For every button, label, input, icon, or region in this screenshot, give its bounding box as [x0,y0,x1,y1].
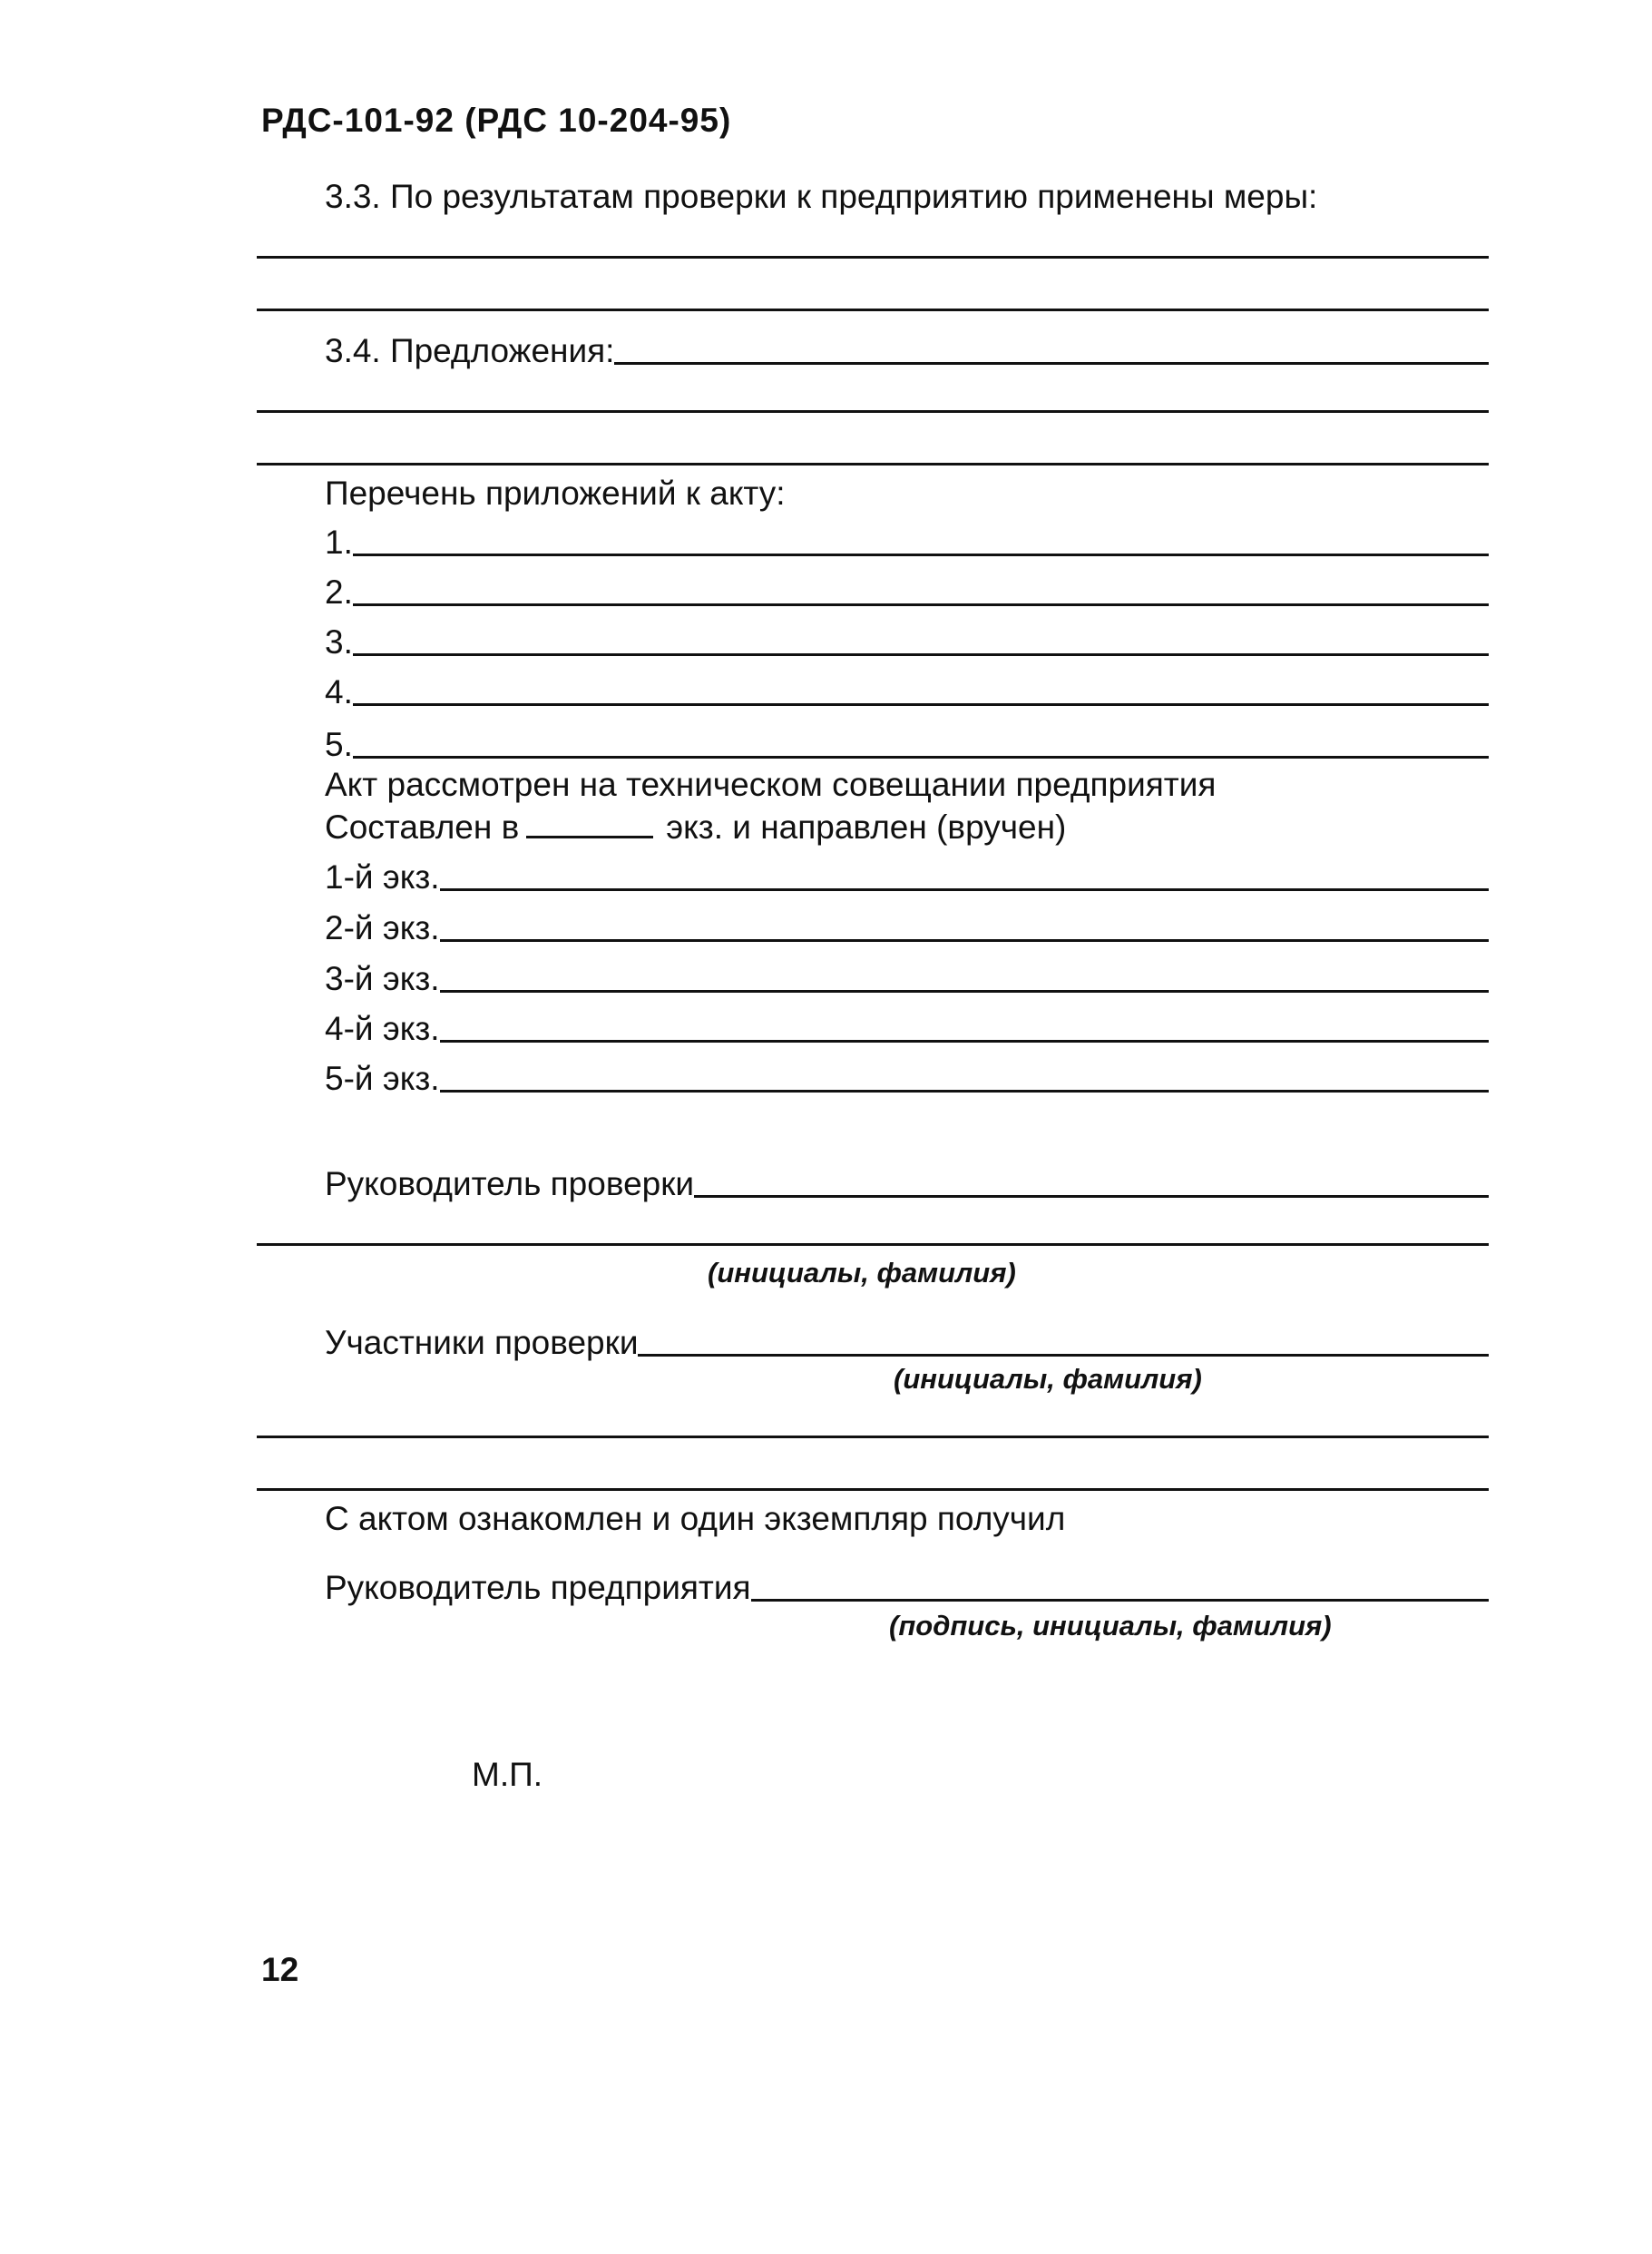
section-3-4-input-line[interactable] [614,362,1489,365]
participants-label: Участники проверки [325,1324,639,1361]
participants-note: (инициалы, фамилия) [894,1363,1202,1395]
section-3-4-line-3 [257,463,1489,466]
appendix-item [325,523,1489,563]
copy-input-line[interactable] [440,990,1489,993]
act-reviewed-text: Акт рассмотрен на техническом совещании предприятия [325,766,1217,803]
inspection-head-row [325,1164,1489,1204]
appendix-number: 4. [325,673,353,710]
appendix-number: 3. [325,623,353,661]
participants-row [325,1323,1489,1363]
participants-line-2 [257,1436,1489,1438]
act-composed-suffix: экз. и направлен (вручен) [666,808,1067,846]
appendix-item [325,622,1489,662]
section-3-3-text: 3.3. По результатам проверки к предприятию применены меры: [325,178,1318,215]
appendix-input-line[interactable] [353,554,1489,556]
appendix-number: 2. [325,573,353,611]
copy-row [325,908,1489,948]
act-composed-row [325,808,1066,848]
seal-place-mark: М.П. [472,1756,543,1793]
copy-label: 4-й экз. [325,1010,440,1047]
section-3-4-line-2 [257,410,1489,413]
participants-line-3 [257,1488,1489,1491]
copy-input-line[interactable] [440,1090,1489,1093]
section-3-3-line-2 [257,309,1489,311]
appendix-item [325,672,1489,712]
copy-label: 2-й экз. [325,909,440,946]
inspection-head-note: (инициалы, фамилия) [708,1257,1016,1289]
copies-count-input-line[interactable] [526,836,653,838]
section-3-4-label: 3.4. Предложения: [325,332,615,369]
copy-row [325,1009,1489,1049]
appendix-input-line[interactable] [353,603,1489,606]
copy-label: 3-й экз. [325,960,440,997]
copy-input-line[interactable] [440,939,1489,942]
act-composed-prefix: Составлен в [325,808,520,846]
copy-row [325,959,1489,999]
enterprise-head-input-line[interactable] [751,1599,1489,1602]
acknowledgement-text: С актом ознакомлен и один экземпляр получил [325,1500,1066,1537]
appendix-number: 1. [325,524,353,561]
participants-input-line[interactable] [638,1354,1489,1357]
enterprise-head-row [325,1568,1489,1608]
document-header: РДС-101-92 (РДС 10-204-95) [261,102,732,139]
appendix-item [325,725,1489,765]
copy-input-line[interactable] [440,1040,1489,1043]
appendices-heading: Перечень приложений к акту: [325,475,786,512]
section-3-3-line-1 [257,256,1489,259]
section-3-4-row [325,331,1489,371]
enterprise-head-label: Руководитель предприятия [325,1569,751,1606]
copy-label: 1-й экз. [325,858,440,896]
inspection-head-line-2 [257,1243,1489,1246]
appendix-input-line[interactable] [353,756,1489,759]
inspection-head-input-line[interactable] [694,1195,1489,1198]
copy-row [325,858,1489,897]
appendix-input-line[interactable] [353,703,1489,706]
enterprise-head-note: (подпись, инициалы, фамилия) [889,1610,1332,1642]
page-number: 12 [261,1951,299,1988]
inspection-head-label: Руководитель проверки [325,1165,695,1202]
appendix-item [325,573,1489,612]
appendix-number: 5. [325,726,353,763]
appendix-input-line[interactable] [353,653,1489,656]
copy-label: 5-й экз. [325,1060,440,1097]
copy-row [325,1059,1489,1099]
copy-input-line[interactable] [440,888,1489,891]
